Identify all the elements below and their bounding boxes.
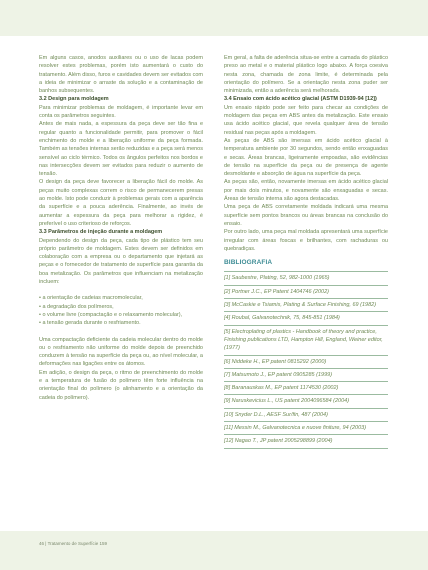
reference-item: [11] Messin M., Galvanotecnica e nuove finiture, 94 (2003) [224, 422, 388, 435]
reference-item: [4] Roubal, Galvanotechnik, 75, 845-851 (1984) [224, 312, 388, 325]
paragraph: Um ensaio rápido pode ser feito para checar as condições de moldagem das peças em ABS antes da metalização. Este ensaio usa ácido acético glacial, que revela qualquer área de tensão residual nas peças após a moldagem. [224, 104, 388, 136]
reference-item: [9] Naruskevicius L., US patent 2004096584 (2004) [224, 395, 388, 408]
section-heading: 3.4 Ensaio com ácido acético glacial (ASTM D1939-94 [12]) [224, 96, 377, 103]
paragraph: Uma compactação deficiente da cadeia molecular dentro do molde ou o resfriamento não uniforme do molde depois de preenchido conduzem à tensão na superfície da peça ou, ao nível molecular, a deformações nas ligações entre os átomos. [39, 336, 203, 368]
paragraph: O design da peça deve favorecer a liberação fácil do molde. As peças muito complexas correm o risco de permanecerem presas ao molde. Isto pode conduzir à problemas gerais com a aparência da superfície e a pouca aderência. Finalmente, ao invés de aumentar a espessura da peça para melhorar a rigidez, é preferível o uso criterioso de reforços. [39, 179, 203, 227]
reference-item: [7] Matsumoto J., EP patent 0905285 (1999) [224, 369, 388, 382]
list-item: • o volume livre (compactação e o relaxamento molecular), [39, 311, 203, 319]
list-item: • a tensão gerada durante o resfriamento. [39, 319, 203, 327]
paragraph: As peças de ABS são imersas em ácido acético glacial à temperatura ambiente por 30 segundos, sendo então enxaguadas e secas. Áreas brancas, ligeiramente empoadas, são evidências de tensão na superfície da peça ou de presença de agente desmoldante e absorção de água na superfície da peça. [224, 137, 388, 178]
left-column [39, 54, 203, 402]
paragraph: Uma peça de ABS corretamente moldada indicará uma mesma superfície sem pontos brancos ou áreas brancas na conclusão do ensaio. [224, 204, 388, 227]
header-band [0, 0, 428, 36]
paragraph: As peças são, então, novamente imersas em ácido acético glacial por mais dois minutos, e novamente são enxaguadas e secas. Áreas de tensão interna são agora destacadas. [224, 179, 388, 203]
reference-item: [12] Nagao T., JP patent 2005298899 (2004) [224, 435, 388, 448]
section-heading: 3.2 Design para moldagem [39, 96, 109, 103]
reference-item: [3] McCaskie e Tsiamis, Plating & Surface Finishing, 69 (1982) [224, 299, 388, 312]
paragraph: Para minimizar problemas de moldagem, é importante levar em conta os parâmetros seguintes. [39, 104, 203, 120]
paragraph: Por outro lado, uma peça mal moldada apresentará uma superfície irregular com áreas foscas e brilhantes, com rachaduras ou quebradiças. [224, 229, 388, 252]
page-footer: 46 | Tratamento de Superfície 159 [39, 541, 107, 546]
bibliography-heading: BIBLIOGRAFIA [224, 259, 273, 267]
paragraph: Em geral, a falta de aderência situa-se entre a camada do plástico preso ao metal e o material plástico logo abaixo. A força coesiva nesta zona, chamada de zona limite, é determinada pela orientação do polímero. Se a orientação nesta zona puder ser minimizada, então a aderência será melhorada. [224, 55, 388, 95]
reference-item: [8] Baranauskas M., EP patent 1174530 (2002) [224, 382, 388, 395]
parameter-list [39, 294, 203, 327]
reference-item: [1] Saubestre, Plating, 52, 982-1000 (1965) [224, 271, 388, 285]
paragraph: Antes de mais nada, a espessura da peça deve ser tão fina e regular quanto a funcionalidade permitir, para promover o fácil enchimento do molde e a liberação uniforme da peça formada. Também as tensões internas serão reduzidas e a peça será menos sensível ao ciclo térmico. Todos os ângulos perfeitos nos bordos e nas intersecções devem ser evitados para reduzir o aumento de tensão. [39, 121, 203, 178]
list-item: • a degradação dos polímeros, [39, 303, 203, 311]
paragraph: Em adição, o design da peça, o ritmo de preenchimento do molde e a temperatura de fusão do polímero têm forte influência na orientação final do polímero (o alinhamento e a orientação da cadeia do polímero). [39, 369, 203, 401]
list-item: • a orientação de cadeias macromolecular, [39, 294, 203, 302]
bibliography-list [224, 271, 388, 448]
paragraph: Dependendo do design da peça, cada tipo de plástico tem seu próprio parâmetro de moldagem. Estes devem ser definidos em colaboração com a empresa ou o departamento que injetará as peças e o fornecedor de tratamento de superfície para garantia da boa metalização. Os parâmetros que influenciam na metalização incluem: [39, 237, 203, 286]
reference-item: [2] Portner J.C., EP Patent 1404746 (2002) [224, 286, 388, 299]
reference-item: [6] Niddeke H., EP patent 0815292 (2000) [224, 356, 388, 369]
right-column [224, 54, 388, 449]
section-heading: 3.3 Parâmetros de injeção durante a moldagem [39, 229, 163, 236]
footer-band [0, 531, 428, 570]
paragraph: Em alguns casos, anodos auxiliares ou o uso de lacas podem resolver estes problemas, porém isto aumentará o custo do tratamento. Além disso, furos e cavidades devem ser evitados com a ideia de minimizar o arraste da solução e a contaminação de banhos subsequentes. [39, 55, 203, 95]
reference-item: [5] Electroplating of plastics - Handbook of theory and practice, Finishing publications LTD, Hampton Hill, England, Weiner editor, (1977) [224, 326, 388, 356]
reference-item: [10] Snyder D.L., AESF Sur/fin, 487 (2004) [224, 409, 388, 422]
